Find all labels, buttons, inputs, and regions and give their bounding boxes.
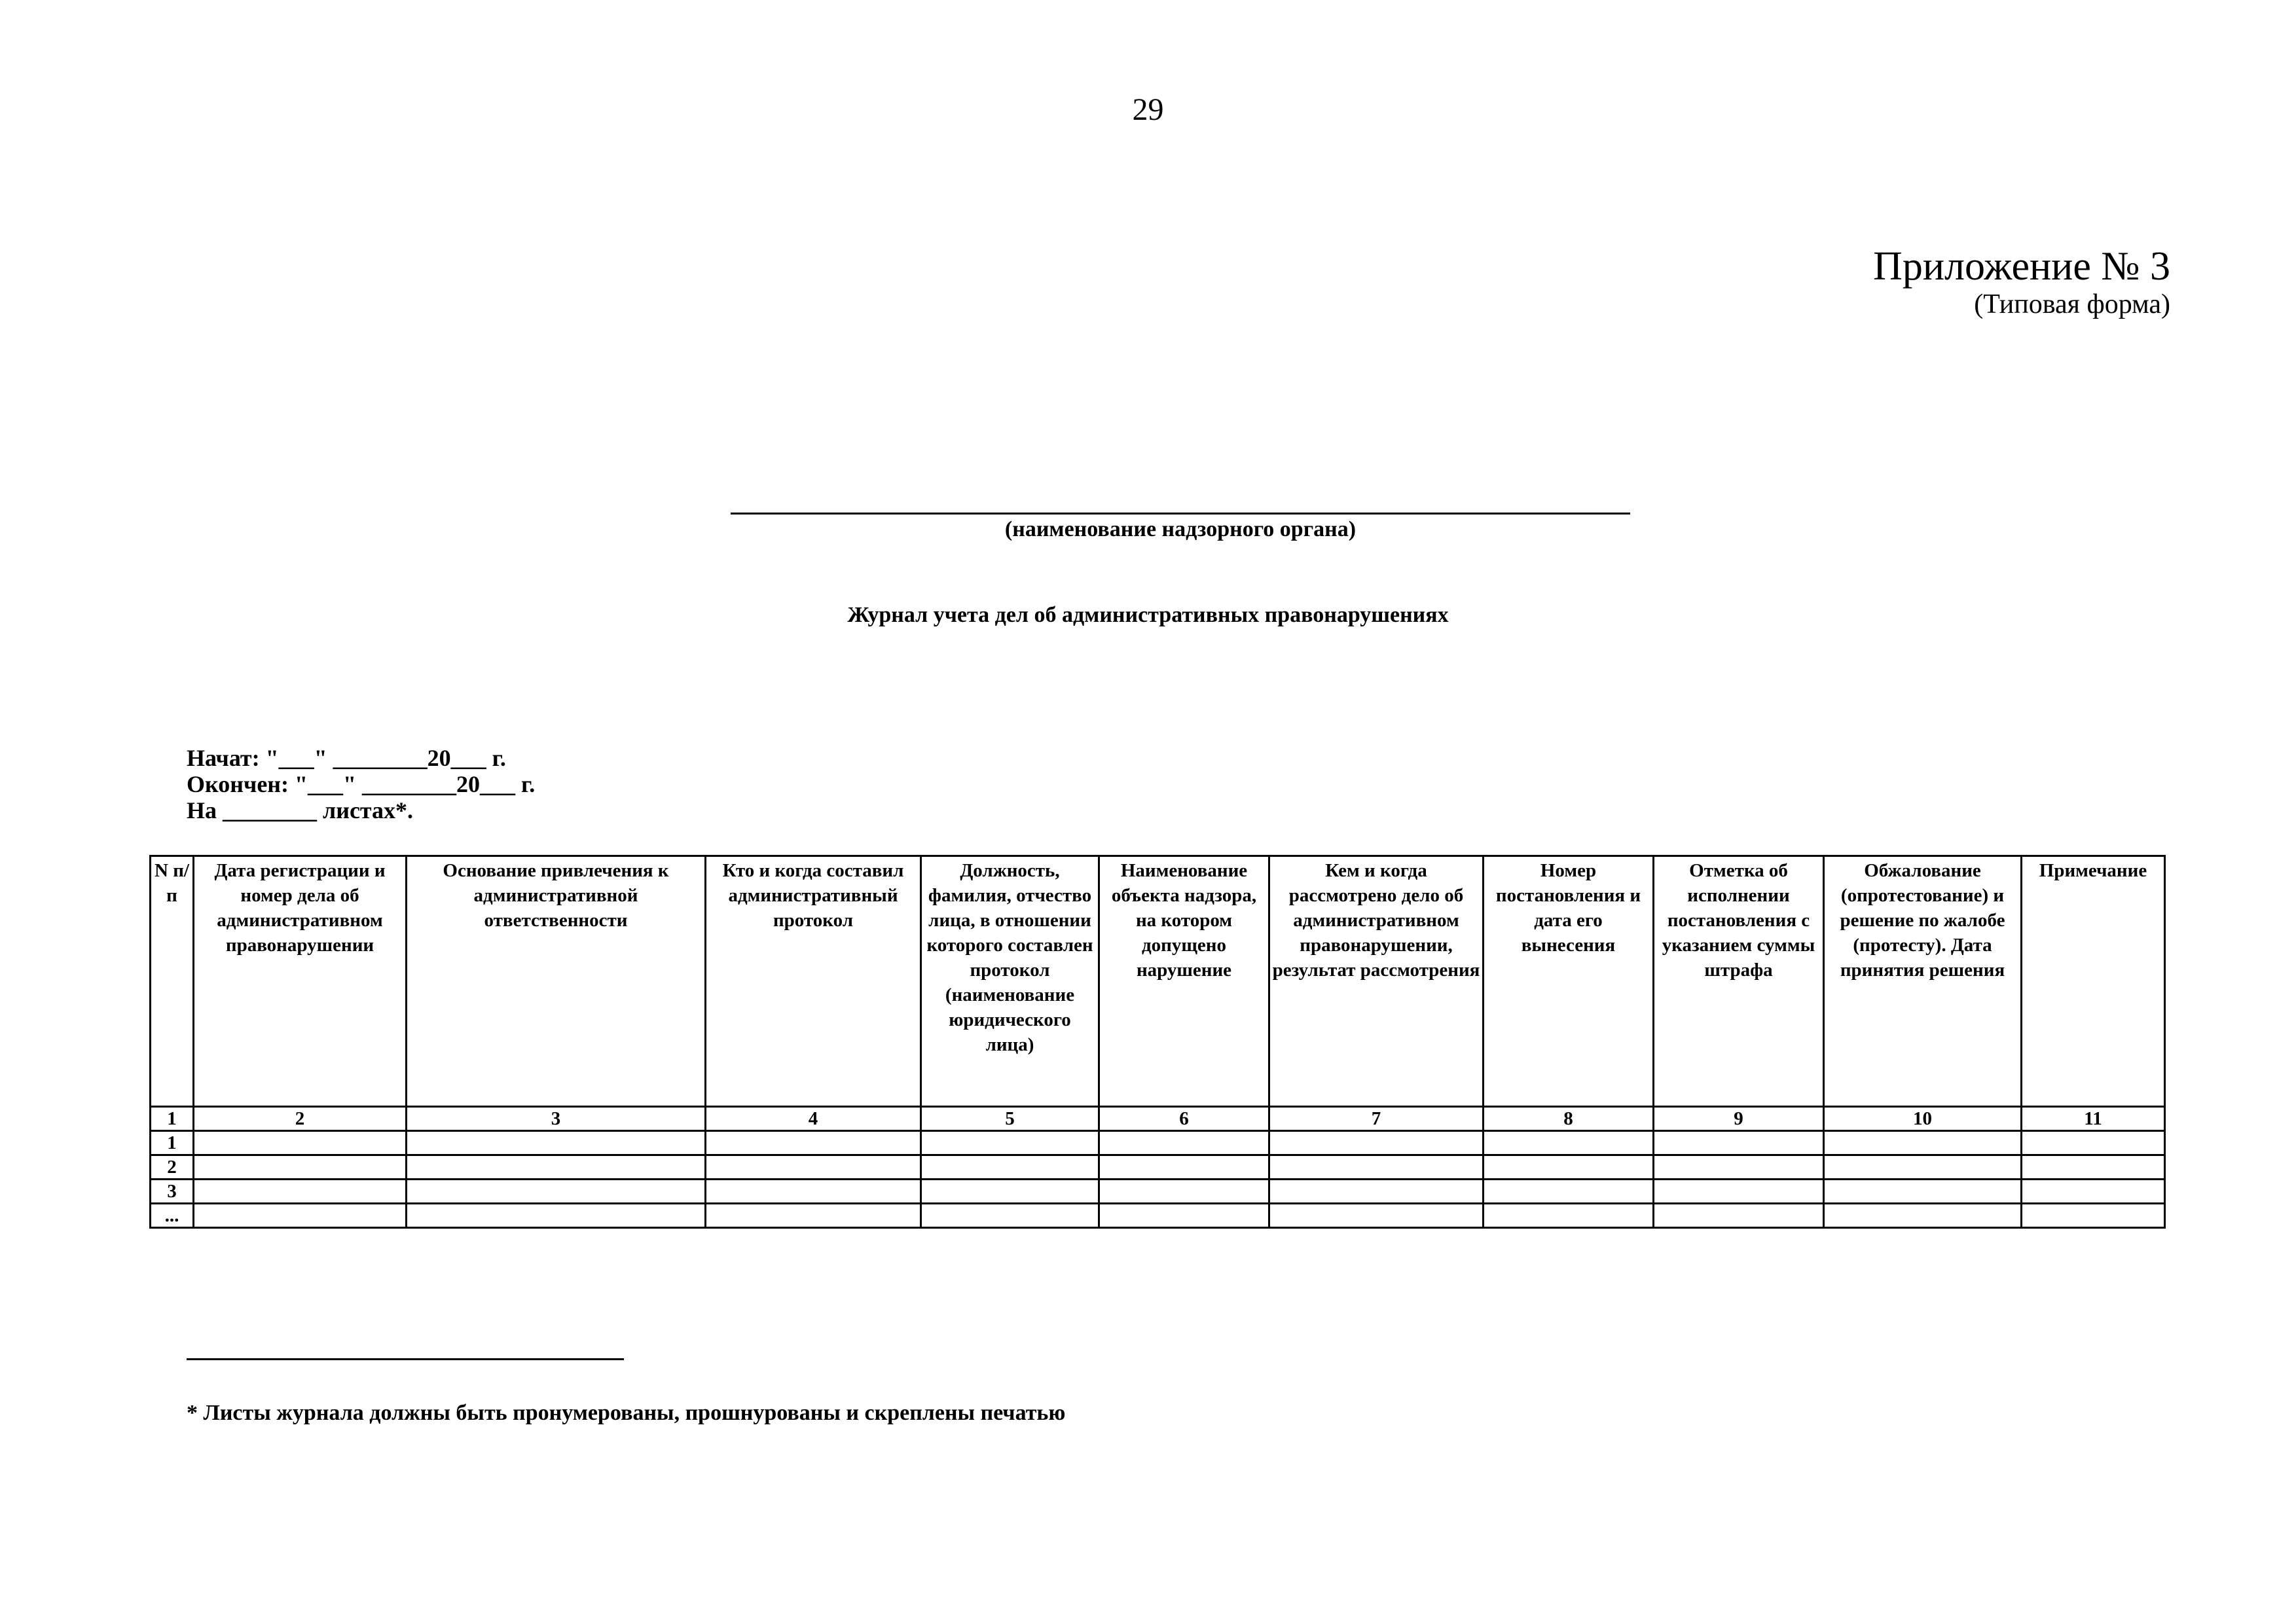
page-number: 29	[1132, 92, 1164, 127]
empty-cell	[1824, 1155, 2022, 1180]
column-header-execution: Отметка об исполнении постановления с указанием суммы штрафа	[1654, 856, 1824, 1107]
column-header-note: Примечание	[2022, 856, 2165, 1107]
journal-title: Журнал учета дел об административных правонарушениях	[847, 603, 1449, 627]
column-number: 5	[921, 1107, 1099, 1131]
empty-cell	[407, 1155, 706, 1180]
column-header-person: Должность, фамилия, отчество лица, в отношении которого составлен протокол (наименование юридического лица)	[921, 856, 1099, 1107]
empty-cell	[1269, 1180, 1484, 1204]
column-number: 1	[151, 1107, 194, 1131]
started-date: Начат: "___" ________20___ г.	[187, 745, 506, 771]
column-header-number: N п/п	[151, 856, 194, 1107]
column-header-supervision-object: Наименование объекта надзора, на котором допущено нарушение	[1099, 856, 1269, 1107]
column-number: 8	[1484, 1107, 1654, 1131]
column-header-case-review: Кем и когда рассмотрено дело об административном правонарушении, результат рассмотрения	[1269, 856, 1484, 1107]
column-number: 10	[1824, 1107, 2022, 1131]
empty-cell	[1269, 1204, 1484, 1228]
sheets-count: На ________ листах*.	[187, 797, 414, 823]
header-row	[151, 856, 2165, 1107]
empty-cell	[1099, 1155, 1269, 1180]
column-number: 9	[1654, 1107, 1824, 1131]
empty-cell	[921, 1180, 1099, 1204]
empty-cell	[921, 1131, 1099, 1155]
organization-caption: (наименование надзорного органа)	[1004, 517, 1357, 541]
empty-cell	[921, 1155, 1099, 1180]
empty-cell	[2022, 1131, 2165, 1155]
empty-cell	[706, 1155, 921, 1180]
table-row	[151, 1155, 2165, 1180]
column-header-registration: Дата регистрации и номер дела об административном правонарушении	[194, 856, 407, 1107]
empty-cell	[1654, 1155, 1824, 1180]
organization-name-line	[731, 513, 1630, 514]
column-number: 3	[407, 1107, 706, 1131]
row-label: 2	[151, 1155, 194, 1180]
empty-cell	[1484, 1180, 1654, 1204]
empty-cell	[1824, 1204, 2022, 1228]
appendix-subtitle: (Типовая форма)	[1974, 289, 2170, 319]
empty-cell	[1099, 1180, 1269, 1204]
empty-cell	[407, 1204, 706, 1228]
empty-cell	[1099, 1131, 1269, 1155]
column-number: 2	[194, 1107, 407, 1131]
column-number: 6	[1099, 1107, 1269, 1131]
empty-cell	[706, 1131, 921, 1155]
column-header-resolution: Номер постановления и дата его вынесения	[1484, 856, 1654, 1107]
empty-cell	[1269, 1155, 1484, 1180]
column-header-appeal: Обжалование (опротестование) и решение по жалобе (протесту). Дата принятия решения	[1824, 856, 2022, 1107]
table-row	[151, 1180, 2165, 1204]
finished-date: Окончен: "___" ________20___ г.	[187, 771, 536, 797]
empty-cell	[1654, 1180, 1824, 1204]
empty-cell	[706, 1180, 921, 1204]
empty-cell	[1824, 1131, 2022, 1155]
appendix-title: Приложение № 3	[1873, 244, 2170, 289]
empty-cell	[2022, 1155, 2165, 1180]
column-number-row	[151, 1107, 2165, 1131]
row-label: ...	[151, 1204, 194, 1228]
column-number: 11	[2022, 1107, 2165, 1131]
empty-cell	[1099, 1204, 1269, 1228]
empty-cell	[1484, 1155, 1654, 1180]
table-row	[151, 1131, 2165, 1155]
journal-table	[149, 855, 2166, 1229]
column-header-grounds: Основание привлечения к административной ответственности	[407, 856, 706, 1107]
empty-cell	[2022, 1180, 2165, 1204]
empty-cell	[194, 1131, 407, 1155]
empty-cell	[407, 1180, 706, 1204]
footnote-separator	[187, 1358, 624, 1360]
empty-cell	[1484, 1131, 1654, 1155]
empty-cell	[1654, 1131, 1824, 1155]
empty-cell	[1824, 1180, 2022, 1204]
empty-cell	[194, 1155, 407, 1180]
column-number: 4	[706, 1107, 921, 1131]
empty-cell	[921, 1204, 1099, 1228]
empty-cell	[194, 1180, 407, 1204]
empty-cell	[407, 1131, 706, 1155]
empty-cell	[194, 1204, 407, 1228]
row-label: 3	[151, 1180, 194, 1204]
column-number: 7	[1269, 1107, 1484, 1131]
empty-cell	[2022, 1204, 2165, 1228]
table-row	[151, 1204, 2165, 1228]
footnote: * Листы журнала должны быть пронумерованы, прошнурованы и скреплены печатью	[187, 1401, 1066, 1425]
column-header-protocol-author: Кто и когда составил административный протокол	[706, 856, 921, 1107]
row-label: 1	[151, 1131, 194, 1155]
empty-cell	[1484, 1204, 1654, 1228]
empty-cell	[1654, 1204, 1824, 1228]
empty-cell	[1269, 1131, 1484, 1155]
empty-cell	[706, 1204, 921, 1228]
